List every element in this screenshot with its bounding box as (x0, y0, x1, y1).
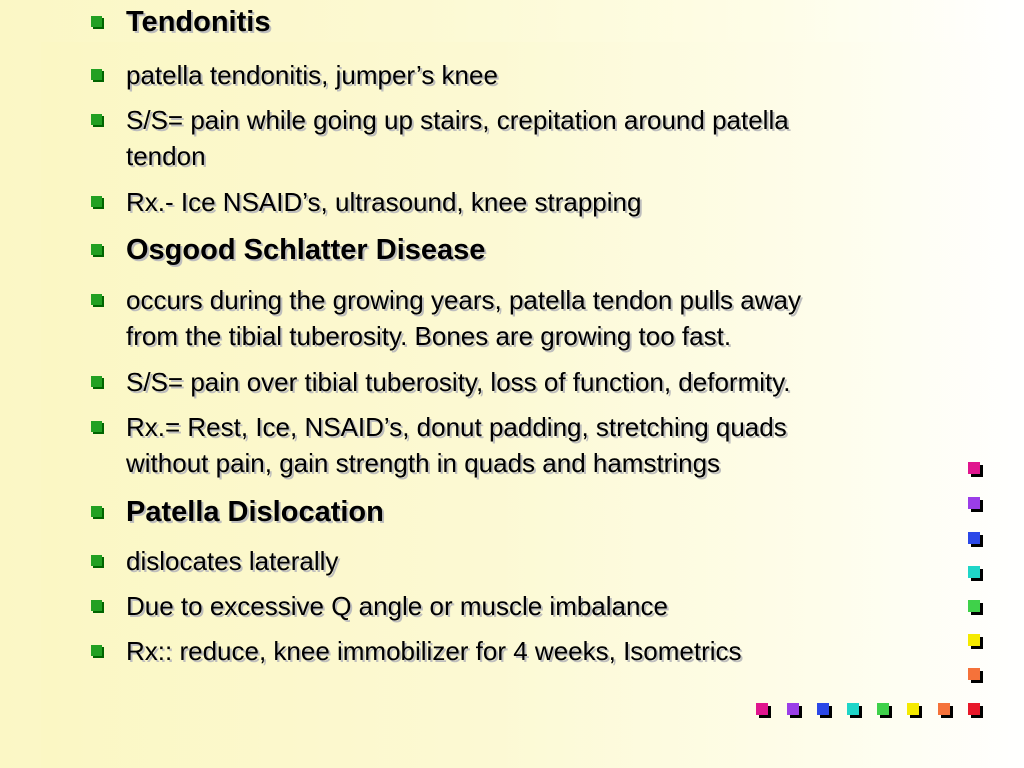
decorative-square (968, 532, 980, 544)
decorative-square (847, 703, 859, 715)
decorative-square (968, 462, 980, 474)
bullet-item (126, 364, 791, 400)
decorative-square (968, 703, 980, 715)
bullet-icon (91, 555, 102, 566)
bullet-icon (91, 645, 102, 656)
bullet-icon (91, 376, 102, 387)
decorative-square (968, 497, 980, 509)
bullet-icon (91, 421, 102, 432)
item-text: Rx:: reduce, knee immobilizer for 4 weeks, Isometrics (126, 636, 742, 666)
item-text: occurs during the growing years, patella tendon pulls away (126, 285, 801, 315)
item-text: dislocates laterally (126, 546, 339, 576)
bullet-item-continuation (126, 138, 206, 174)
item-text: Patella Dislocation (126, 496, 384, 528)
bullet-icon (91, 69, 102, 80)
bullet-item (126, 633, 742, 669)
item-text: without pain, gain strength in quads and hamstrings (126, 448, 721, 478)
bullet-item-continuation (126, 318, 731, 354)
item-text: Rx.= Rest, Ice, NSAID’s, donut padding, stretching quads (126, 412, 787, 442)
item-text: from the tibial tuberosity. Bones are growing too fast. (126, 321, 732, 351)
item-text: Tendonitis (126, 6, 271, 38)
decorative-square (907, 703, 919, 715)
decorative-square (968, 634, 980, 646)
bullet-icon (91, 196, 102, 207)
heading-osgood-schlatter (126, 232, 485, 268)
item-text: Rx.- Ice NSAID’s, ultrasound, knee strapping (126, 187, 642, 217)
bullet-icon (91, 506, 102, 517)
decorative-square (877, 703, 889, 715)
item-text: S/S= pain while going up stairs, crepitation around patella (126, 105, 789, 135)
bullet-item (126, 409, 787, 445)
heading-tendonitis (126, 4, 270, 40)
bullet-icon (91, 244, 102, 255)
item-text: S/S= pain over tibial tuberosity, loss of function, deformity. (126, 367, 791, 397)
item-text: tendon (126, 141, 206, 171)
decorative-square (968, 600, 980, 612)
bullet-icon (91, 294, 102, 305)
decorative-square (787, 703, 799, 715)
bullet-item-continuation (126, 445, 720, 481)
decorative-square (938, 703, 950, 715)
bullet-item (126, 102, 789, 138)
bullet-icon (91, 114, 102, 125)
bullet-item (126, 184, 641, 220)
bullet-icon (91, 16, 102, 27)
decorative-square (756, 703, 768, 715)
heading-patella-dislocation (126, 494, 384, 530)
bullet-icon (91, 600, 102, 611)
decorative-square (968, 668, 980, 680)
bullet-item (126, 543, 338, 579)
bullet-item (126, 588, 668, 624)
item-text: Osgood Schlatter Disease (126, 234, 486, 266)
item-text: Due to excessive Q angle or muscle imbalance (126, 591, 668, 621)
decorative-square (817, 703, 829, 715)
bullet-item (126, 282, 801, 318)
decorative-square (968, 566, 980, 578)
item-text: patella tendonitis, jumper’s knee (126, 60, 498, 90)
bullet-item (126, 57, 498, 93)
